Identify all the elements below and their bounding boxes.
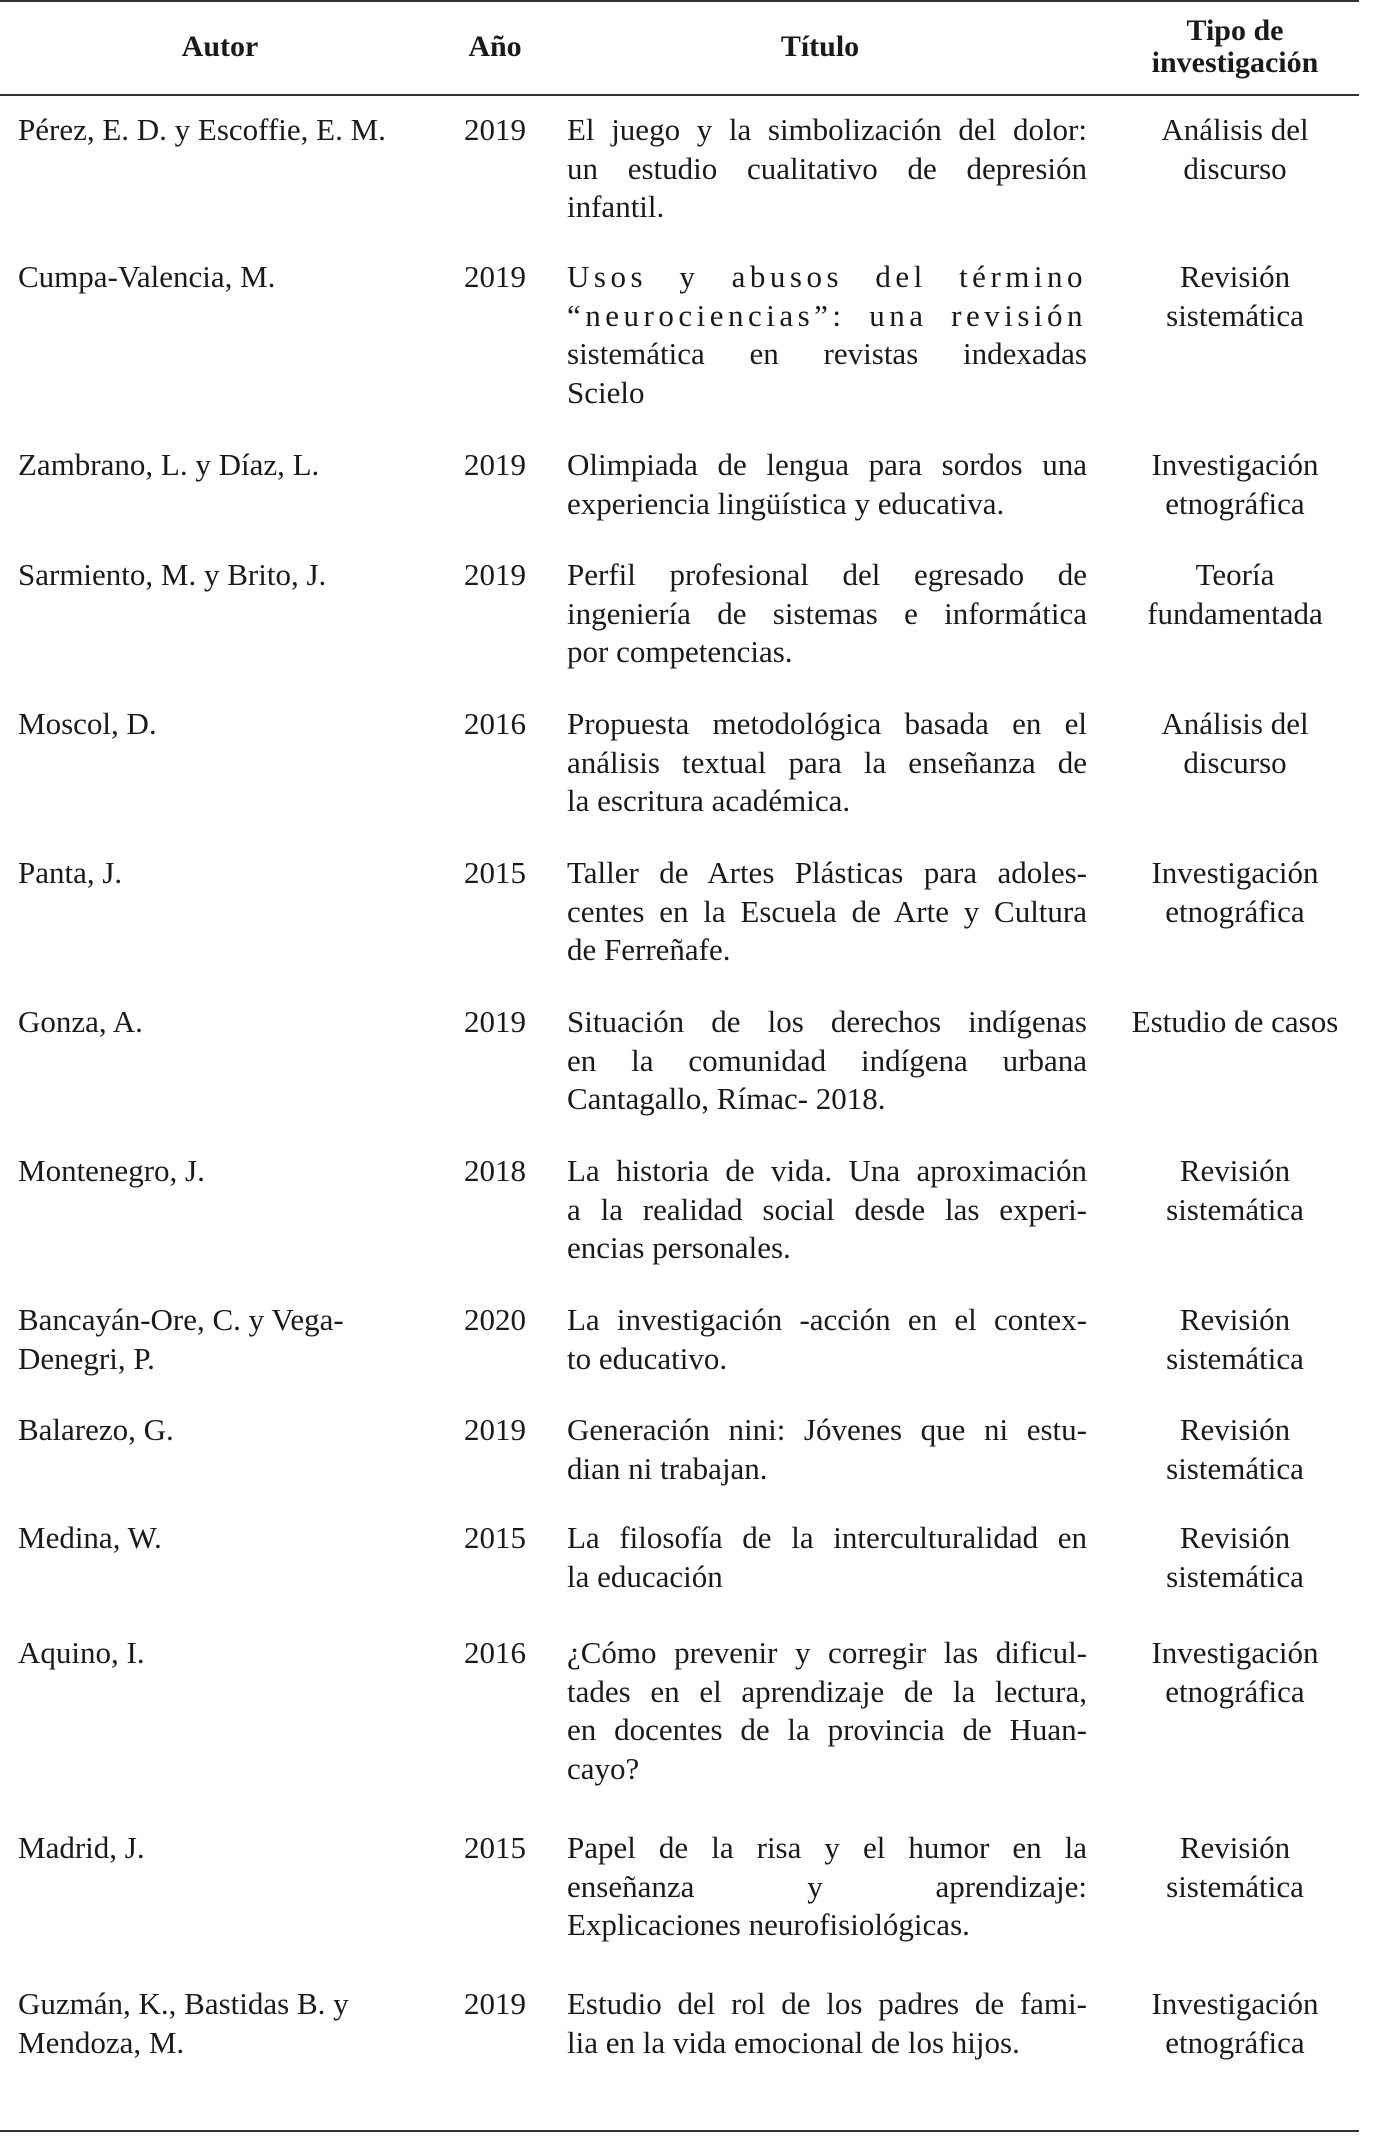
cell-titulo-line: La historia de vida. Una aproximación — [567, 1153, 1087, 1188]
cell-autor — [18, 258, 438, 297]
cell-autor — [18, 1152, 438, 1191]
cell-tipo-line: Teoría — [1195, 557, 1275, 592]
cell-anio — [440, 1985, 550, 2024]
cell-anio — [440, 1152, 550, 1191]
cell-anio-line: 2015 — [464, 855, 526, 890]
cell-titulo-line: cayo? — [567, 1750, 640, 1786]
cell-titulo-line: Perfil profesional del egresado de — [567, 557, 1087, 592]
header-anio-label: Año — [468, 30, 522, 63]
cell-tipo-line: Revisión — [1179, 1302, 1291, 1337]
cell-autor-line: Gonza, A. — [18, 1004, 143, 1039]
table-bottom-rule — [0, 2130, 1359, 2132]
cell-titulo-line: análisis textual para la enseñanza de — [567, 744, 1087, 780]
cell-tipo-line: Revisión — [1179, 1153, 1291, 1188]
cell-titulo-line: la escritura académica. — [567, 783, 851, 818]
cell-titulo — [567, 1519, 1087, 1596]
cell-tipo — [1095, 111, 1375, 188]
cell-titulo — [567, 1829, 1087, 1945]
cell-titulo-line: El juego y la simbolización del dolor: — [567, 112, 1087, 147]
cell-titulo-line: un estudio cualitativo de depresión — [567, 150, 1087, 186]
cell-titulo-line: dian ni trabajan. — [567, 1450, 768, 1486]
cell-titulo — [567, 258, 1087, 412]
cell-tipo-line: Revisión — [1179, 1412, 1291, 1447]
cell-titulo — [567, 1003, 1087, 1119]
cell-anio-line: 2019 — [464, 1004, 526, 1039]
cell-tipo-line: etnográfica — [1165, 1673, 1305, 1709]
cell-autor-line: Aquino, I. — [18, 1635, 145, 1670]
cell-tipo — [1095, 258, 1375, 335]
header-rule — [0, 94, 1359, 96]
cell-autor — [18, 446, 438, 485]
cell-tipo — [1095, 854, 1375, 931]
cell-anio — [440, 1829, 550, 1868]
cell-anio-line: 2019 — [464, 1412, 526, 1447]
cell-autor — [18, 1411, 438, 1450]
cell-tipo-line: etnográfica — [1165, 893, 1305, 929]
cell-autor — [18, 705, 438, 744]
cell-autor — [18, 1003, 438, 1042]
cell-anio — [440, 111, 550, 150]
cell-tipo-line: Investigación — [1151, 1986, 1319, 2021]
cell-autor-line: Pérez, E. D. y Escoffie, E. M. — [18, 112, 386, 147]
cell-anio — [440, 1634, 550, 1673]
cell-anio-line: 2019 — [464, 112, 526, 147]
cell-titulo-line: la educación — [567, 1558, 723, 1594]
cell-tipo — [1095, 446, 1375, 523]
cell-titulo-line: a la realidad social desde las experi- — [567, 1191, 1087, 1227]
cell-anio-line: 2019 — [464, 557, 526, 592]
cell-autor-line: Madrid, J. — [18, 1830, 145, 1865]
header-anio — [440, 0, 550, 94]
cell-autor-line: Cumpa-Valencia, M. — [18, 259, 276, 294]
header-autor — [0, 0, 440, 94]
cell-tipo-line: Investigación — [1151, 855, 1319, 890]
cell-titulo-line: infantil. — [567, 189, 665, 224]
cell-anio-line: 2019 — [464, 1986, 526, 2021]
cell-tipo-line: discurso — [1183, 150, 1287, 186]
cell-anio — [440, 556, 550, 595]
cell-anio-line: 2016 — [464, 706, 526, 741]
cell-tipo-line: fundamentada — [1147, 595, 1323, 631]
cell-titulo-line: centes en la Escuela de Arte y Cultura — [567, 893, 1087, 929]
cell-titulo-line: sistemática en revistas indexadas — [567, 336, 1087, 371]
cell-titulo-line: “neurociencias”: una revisión — [567, 297, 1087, 333]
cell-anio — [440, 1411, 550, 1450]
cell-tipo-line: sistemática — [1166, 1450, 1304, 1486]
cell-anio — [440, 854, 550, 893]
cell-autor — [18, 1634, 438, 1673]
cell-tipo — [1095, 1634, 1375, 1711]
cell-anio — [440, 1519, 550, 1558]
cell-tipo-line: sistemática — [1166, 1340, 1304, 1376]
cell-tipo — [1095, 1829, 1375, 1906]
cell-anio-line: 2019 — [464, 447, 526, 482]
cell-anio-line: 2018 — [464, 1153, 526, 1188]
header-titulo — [550, 0, 1090, 94]
cell-tipo-line: Estudio de casos — [1131, 1004, 1339, 1039]
cell-tipo-line: etnográfica — [1165, 485, 1305, 521]
cell-titulo-line: ingeniería de sistemas e informática — [567, 595, 1087, 631]
cell-autor-line: Panta, J. — [18, 855, 123, 890]
cell-autor — [18, 854, 438, 893]
header-titulo-label: Título — [780, 30, 860, 63]
cell-autor-line: Montenegro, J. — [18, 1153, 205, 1188]
cell-titulo-line: enseñanza y aprendizaje: — [567, 1868, 1087, 1904]
cell-tipo-line: sistemática — [1166, 1558, 1304, 1594]
cell-titulo-line: Cantagallo, Rímac- 2018. — [567, 1081, 886, 1116]
cell-titulo-line: La filosofía de la interculturalidad en — [567, 1520, 1087, 1555]
cell-anio-line: 2016 — [464, 1635, 526, 1670]
cell-titulo-line: Papel de la risa y el humor en la — [567, 1830, 1087, 1865]
cell-tipo — [1095, 1411, 1375, 1488]
cell-tipo-line: Análisis del — [1161, 706, 1309, 741]
cell-autor-line: Bancayán-Ore, C. y Vega- — [18, 1302, 344, 1337]
cell-titulo — [567, 446, 1087, 523]
cell-tipo — [1095, 1301, 1375, 1378]
header-tipo-line2: investigación — [1151, 46, 1319, 79]
cell-tipo-line: Análisis del — [1161, 112, 1309, 147]
cell-titulo-line: experiencia lingüística y educativa. — [567, 485, 1005, 521]
cell-autor-line: Denegri, P. — [18, 1340, 155, 1376]
cell-titulo-line: de Ferreñafe. — [567, 932, 731, 967]
cell-titulo-line: La investigación -acción en el contex- — [567, 1302, 1087, 1337]
cell-anio — [440, 446, 550, 485]
cell-anio-line: 2019 — [464, 259, 526, 294]
cell-titulo-line: Estudio del rol de los padres de fami- — [567, 1986, 1087, 2021]
cell-titulo-line: to educativo. — [567, 1340, 728, 1376]
cell-tipo — [1095, 1985, 1375, 2062]
cell-anio — [440, 258, 550, 297]
cell-titulo-line: lia en la vida emocional de los hijos. — [567, 2024, 1020, 2060]
header-tipo-line1: Tipo de — [1186, 14, 1284, 47]
header-autor-label: Autor — [181, 30, 259, 63]
cell-autor-line: Moscol, D. — [18, 706, 157, 741]
cell-anio — [440, 1003, 550, 1042]
cell-titulo-line: en docentes de la provincia de Huan- — [567, 1712, 1087, 1747]
cell-titulo-line: Usos y abusos del término — [567, 259, 1087, 294]
cell-titulo-line: en la comunidad indígena urbana — [567, 1042, 1087, 1078]
cell-tipo — [1095, 1152, 1375, 1229]
cell-autor — [18, 1301, 438, 1378]
cell-titulo-line: Propuesta metodológica basada en el — [567, 706, 1087, 741]
cell-titulo — [567, 1634, 1087, 1788]
cell-tipo-line: Investigación — [1151, 447, 1319, 482]
cell-titulo-line: por competencias. — [567, 634, 793, 669]
cell-autor-line: Guzmán, K., Bastidas B. y — [18, 1986, 349, 2021]
cell-autor-line: Balarezo, G. — [18, 1412, 174, 1447]
cell-autor — [18, 1829, 438, 1868]
cell-titulo — [567, 111, 1087, 227]
cell-anio-line: 2020 — [464, 1302, 526, 1337]
cell-titulo-line: Olimpiada de lengua para sordos una — [567, 447, 1087, 482]
cell-titulo — [567, 1152, 1087, 1268]
cell-autor — [18, 1519, 438, 1558]
cell-anio-line: 2015 — [464, 1520, 526, 1555]
cell-tipo-line: Revisión — [1179, 259, 1291, 294]
cell-tipo — [1095, 556, 1375, 633]
cell-tipo — [1095, 1003, 1375, 1042]
cell-anio — [440, 1301, 550, 1340]
cell-anio — [440, 705, 550, 744]
cell-autor-line: Zambrano, L. y Díaz, L. — [18, 447, 320, 482]
header-tipo — [1090, 0, 1380, 94]
cell-titulo — [567, 1301, 1087, 1378]
cell-tipo-line: sistemática — [1166, 297, 1304, 333]
cell-titulo-line: Taller de Artes Plásticas para adoles- — [567, 855, 1087, 890]
cell-autor — [18, 556, 438, 595]
cell-tipo-line: etnográfica — [1165, 2024, 1305, 2060]
cell-titulo — [567, 854, 1087, 970]
cell-titulo — [567, 1411, 1087, 1488]
cell-titulo — [567, 556, 1087, 672]
cell-tipo-line: Revisión — [1179, 1830, 1291, 1865]
cell-titulo-line: Explicaciones neurofisiológicas. — [567, 1907, 970, 1942]
cell-autor-line: Medina, W. — [18, 1520, 162, 1555]
cell-tipo-line: Investigación — [1151, 1635, 1319, 1670]
cell-tipo-line: Revisión — [1179, 1520, 1291, 1555]
cell-titulo-line: Situación de los derechos indígenas — [567, 1004, 1087, 1039]
cell-tipo-line: sistemática — [1166, 1191, 1304, 1227]
cell-tipo-line: sistemática — [1166, 1868, 1304, 1904]
cell-autor-line: Sarmiento, M. y Brito, J. — [18, 557, 327, 592]
cell-titulo-line: encias personales. — [567, 1230, 791, 1265]
cell-tipo — [1095, 1519, 1375, 1596]
cell-titulo — [567, 705, 1087, 821]
cell-tipo-line: discurso — [1183, 744, 1287, 780]
cell-titulo — [567, 1985, 1087, 2062]
cell-autor — [18, 111, 438, 150]
cell-autor — [18, 1985, 438, 2062]
cell-tipo — [1095, 705, 1375, 782]
cell-anio-line: 2015 — [464, 1830, 526, 1865]
cell-autor-line: Mendoza, M. — [18, 2024, 185, 2060]
cell-titulo-line: ¿Cómo prevenir y corregir las dificul- — [567, 1635, 1087, 1670]
cell-titulo-line: Scielo — [567, 374, 645, 410]
cell-titulo-line: Generación nini: Jóvenes que ni estu- — [567, 1412, 1087, 1447]
cell-titulo-line: tades en el aprendizaje de la lectura, — [567, 1673, 1087, 1709]
